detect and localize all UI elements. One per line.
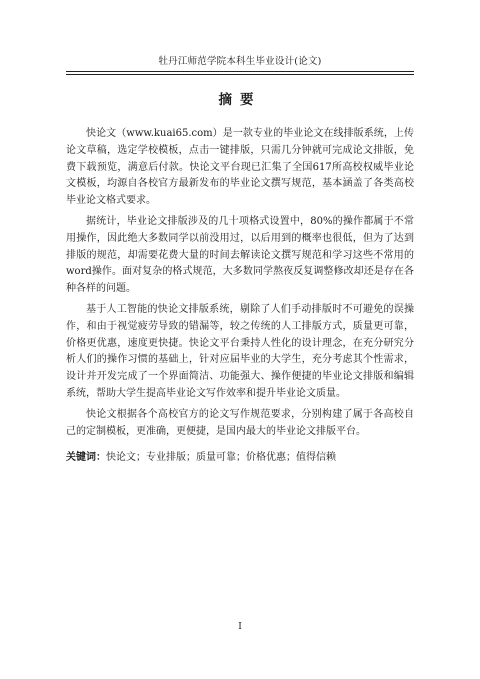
abstract-paragraph-3: 基于人工智能的快论文排版系统，剔除了人们手动排版时不可避免的误操作，和由于视觉疲劳导致的错漏等，较之传统的人工排版方式，质量更可靠，价格更优惠，速度更快捷。快论文平台秉持人性化的设计理念，在充分研究分析人们的操作习惯的基础上，针对应届毕业的大学生，充分考虑其个性需求，设计并开发完成了一个界面简洁、功能强大、操作便捷的毕业论文排版和编辑系统，帮助大学生提高毕业论文写作效率和提升毕业论文质量。 — [66, 303, 414, 399]
header-rule-thick — [66, 71, 414, 72]
abstract-paragraph-1: 快论文（www.kuai65.com）是一款专业的毕业论文在线排版系统，上传论文草稿，选定学校模板，点击一键排版，只需几分钟就可完成论文排版，免费下载预览，满意后付款。快论文平台现已汇集了全国617所高校权威毕业论文模板，均源自各校官方最新发布的毕业论文撰写规范，基本涵盖了各类高校毕业论文格式要求。 — [66, 128, 414, 207]
abstract-paragraph-4: 快论文根据各个高校官方的论文写作规范要求，分别构建了属于各高校自己的定制模板，更准确，更便捷，是国内最大的毕业论文排版平台。 — [66, 408, 414, 437]
keywords-label: 关键词： — [66, 452, 106, 464]
page-header: 牡丹江师范学院本科生毕业设计(论文) — [158, 56, 322, 67]
keywords-text: 快论文；专业排版；质量可靠；价格优惠；值得信赖 — [106, 452, 336, 464]
abstract-title: 摘要 — [218, 92, 262, 108]
header-rule-thin — [66, 74, 414, 75]
abstract-paragraph-2: 据统计，毕业论文排版涉及的几十项格式设置中，80%的操作都属于不常用操作，因此绝大多数同学以前没用过，以后用到的概率也很低，但为了达到排版的规范，却需要花费大量的时间去解读论文撰写规范和学习这些不常用的word操作。面对复杂的格式规范，大多数同学熬夜反复调整修改却还是存在各种各样的问题。 — [66, 215, 414, 295]
page-number: I — [238, 622, 242, 632]
keywords-line — [66, 450, 414, 467]
abstract-body — [66, 126, 414, 467]
